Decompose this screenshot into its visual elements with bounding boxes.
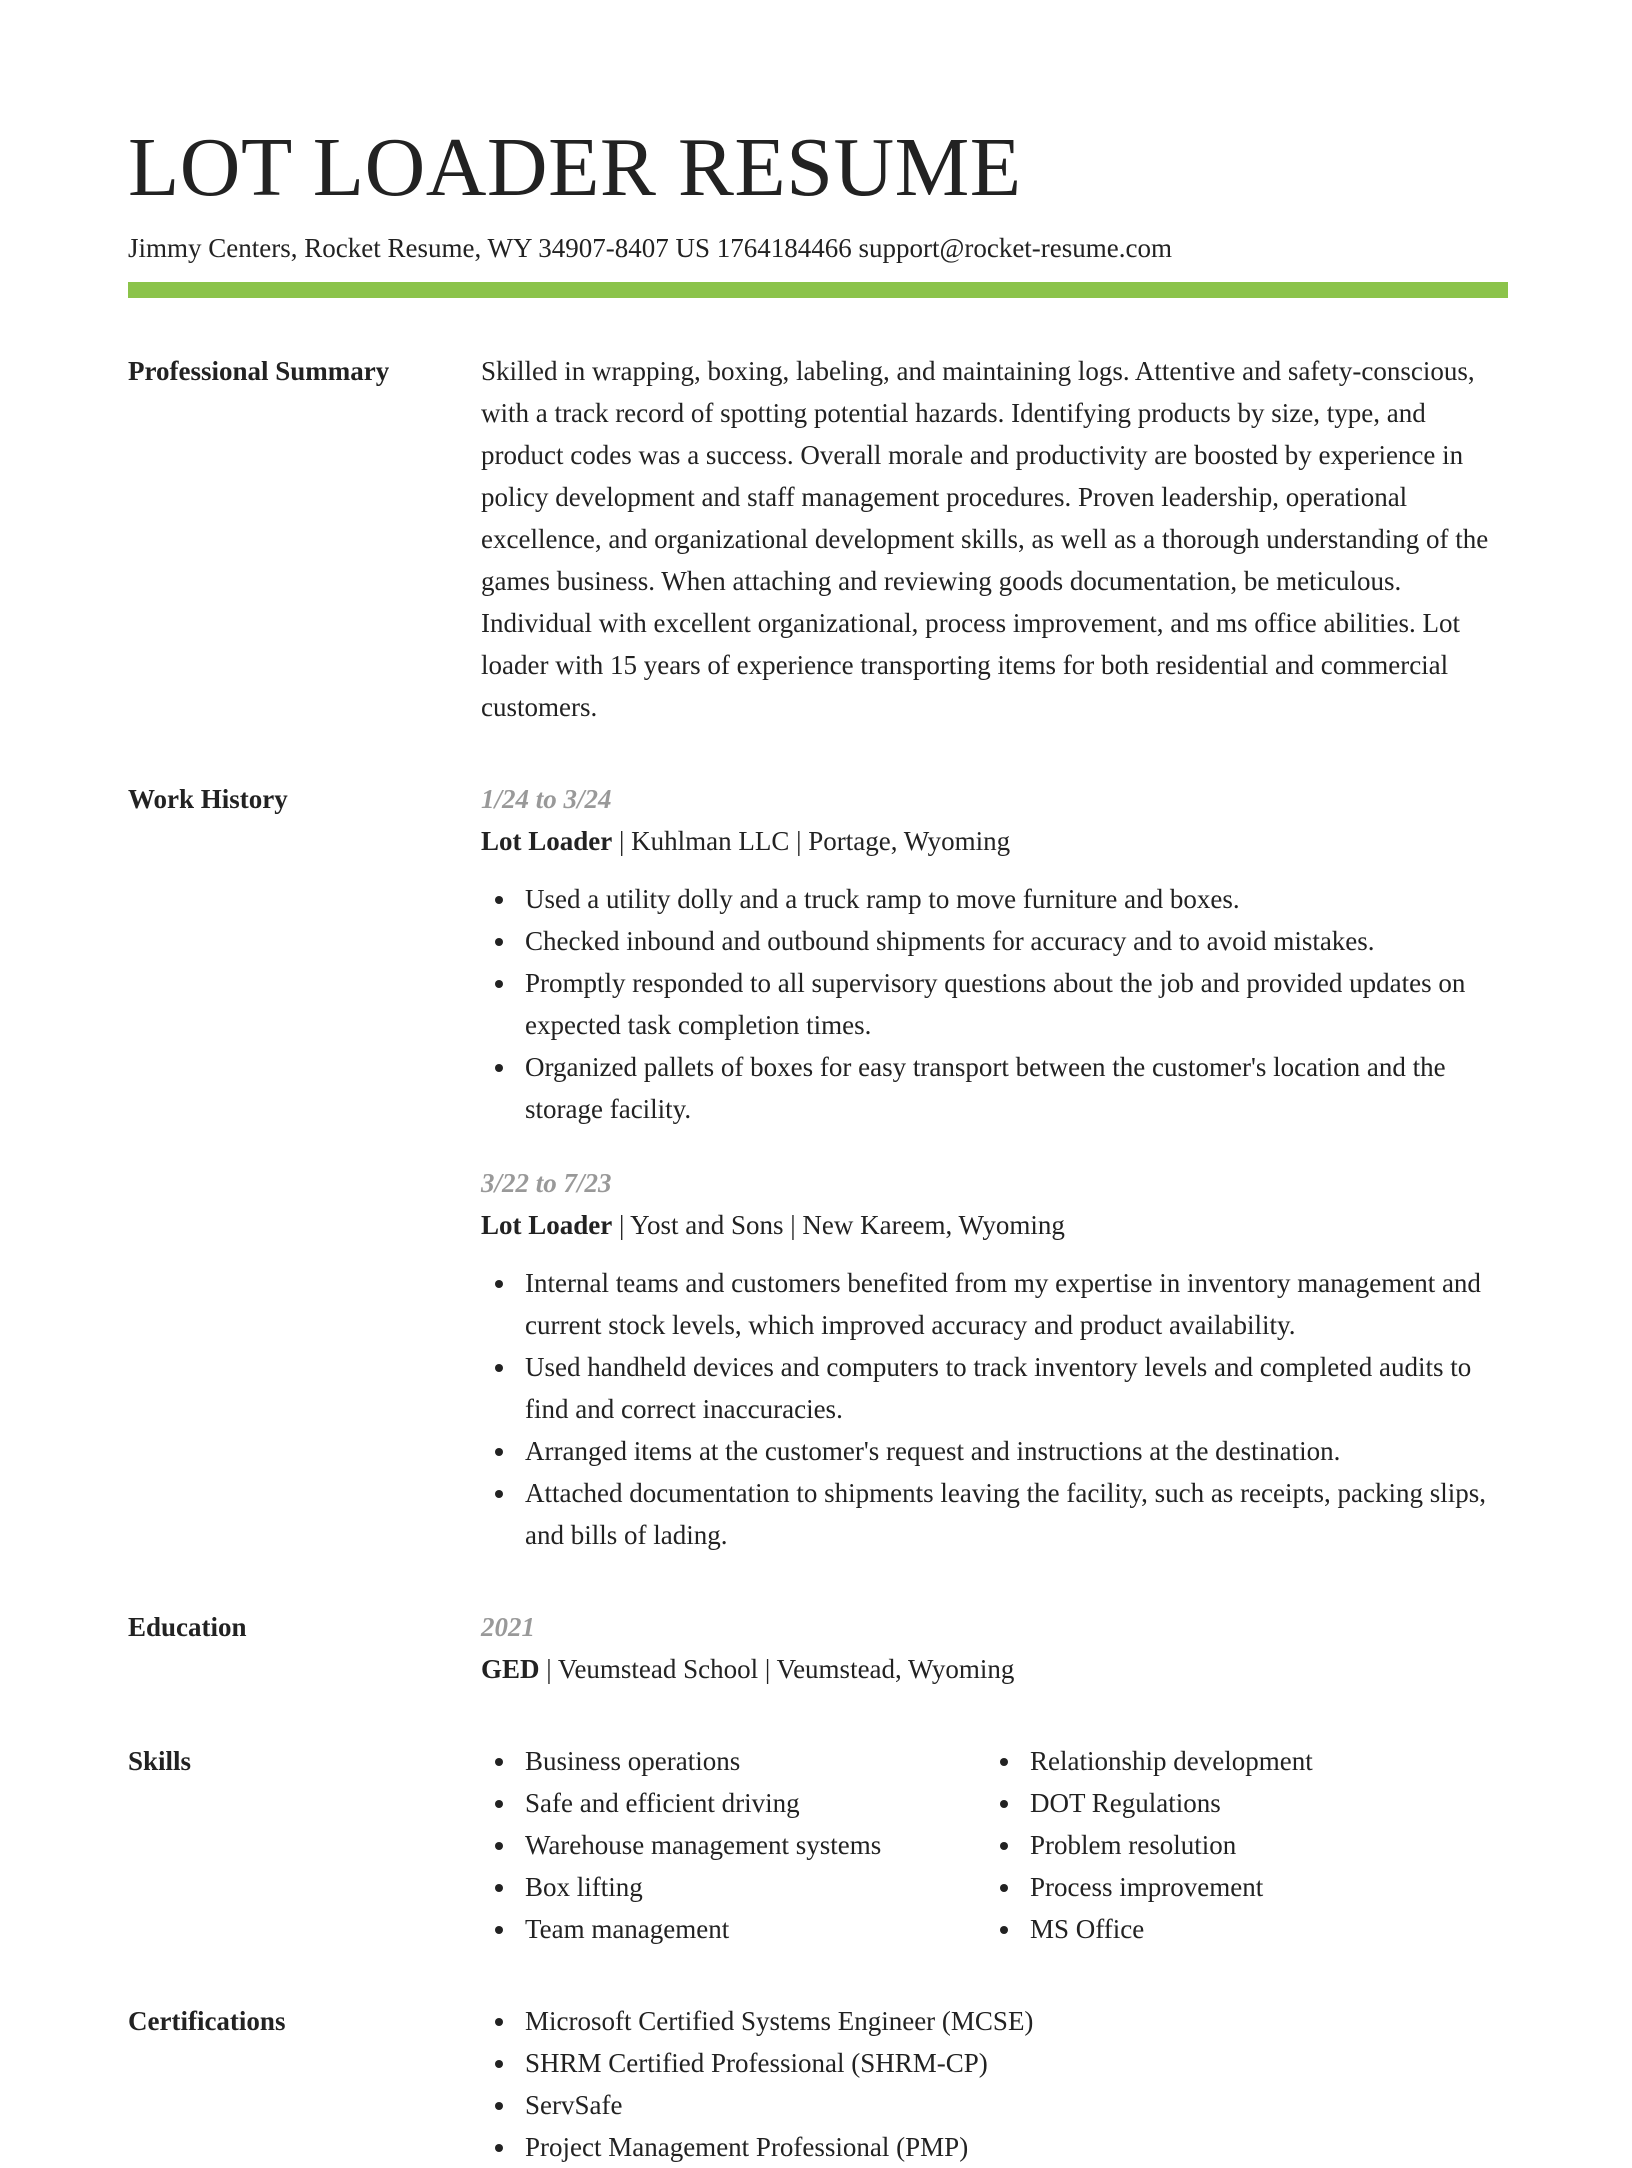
section-label-work: Work History xyxy=(128,784,288,814)
job-dates: 1/24 to 3/24 xyxy=(481,784,612,814)
job-role xyxy=(481,820,1508,862)
job-dates: 3/22 to 7/23 xyxy=(481,1168,612,1198)
job-details: | Kuhlman LLC | Portage, Wyoming xyxy=(612,826,1011,856)
certification-item: Microsoft Certified Systems Engineer (MCSE) xyxy=(481,2000,1508,2042)
skill-item: MS Office xyxy=(986,1908,1491,1950)
section-label-summary: Professional Summary xyxy=(128,356,390,386)
certifications-list xyxy=(481,2000,1508,2168)
skills-section xyxy=(128,1740,1508,1950)
section-label-skills: Skills xyxy=(128,1746,192,1776)
job-bullets xyxy=(481,1262,1508,1556)
job-role xyxy=(481,1204,1508,1246)
job-title: Lot Loader xyxy=(481,826,613,856)
education-year: 2021 xyxy=(481,1612,535,1642)
skill-item: Warehouse management systems xyxy=(481,1824,986,1866)
certification-item: ServSafe xyxy=(481,2084,1508,2126)
resume-title: LOT LOADER RESUME xyxy=(128,121,1022,214)
list-item: Promptly responded to all supervisory questions about the job and provided updates on expected task completion times. xyxy=(481,962,1508,1046)
list-item: Arranged items at the customer's request and instructions at the destination. xyxy=(481,1430,1508,1472)
skill-item: Problem resolution xyxy=(986,1824,1491,1866)
skill-item: Team management xyxy=(481,1908,986,1950)
certification-item: Project Management Professional (PMP) xyxy=(481,2126,1508,2168)
summary-text: Skilled in wrapping, boxing, labeling, and maintaining logs. Attentive and safety-conscious, with a track record of spotting potential hazards. Identifying products by size, type, and product codes was a success. Overall morale and productivity are boosted by experience in policy development and staff management procedures. Proven leadership, operational excellence, and organizational development skills, as well as a thorough understanding of the games business. When attaching and reviewing goods documentation, be meticulous. Individual with excellent organizational, process improvement, and ms office abilities. Lot loader with 15 years of experience transporting items for both residential and commercial customers. xyxy=(481,356,1489,722)
list-item: Organized pallets of boxes for easy transport between the customer's location and the storage facility. xyxy=(481,1046,1508,1130)
resume-page xyxy=(128,118,1508,2168)
list-item: Checked inbound and outbound shipments for accuracy and to avoid mistakes. xyxy=(481,920,1508,962)
section-label-certifications: Certifications xyxy=(128,2006,286,2036)
contact-email: support@rocket-resume.com xyxy=(858,233,1173,263)
certifications-section xyxy=(128,2000,1508,2168)
contact-phone: 1764184466 xyxy=(716,233,852,263)
contact-line xyxy=(128,230,1508,266)
job-bullets xyxy=(481,878,1508,1130)
list-item: Internal teams and customers benefited from my expertise in inventory management and current stock levels, which improved accuracy and product availability. xyxy=(481,1262,1508,1346)
skill-item: Box lifting xyxy=(481,1866,986,1908)
skills-list-right xyxy=(986,1740,1491,1950)
skill-item: Relationship development xyxy=(986,1740,1491,1782)
job-entry xyxy=(481,1162,1508,1556)
skill-item: Safe and efficient driving xyxy=(481,1782,986,1824)
job-details: | Yost and Sons | New Kareem, Wyoming xyxy=(612,1210,1065,1240)
contact-company: Rocket Resume, xyxy=(304,233,482,263)
list-item: Attached documentation to shipments leaving the facility, such as receipts, packing slips, and bills of lading. xyxy=(481,1472,1508,1556)
list-item: Used a utility dolly and a truck ramp to move furniture and boxes. xyxy=(481,878,1508,920)
section-label-education: Education xyxy=(128,1612,247,1642)
work-history-section xyxy=(128,778,1508,1556)
job-title: Lot Loader xyxy=(481,1210,613,1240)
skill-item: Process improvement xyxy=(986,1866,1491,1908)
skill-item: DOT Regulations xyxy=(986,1782,1491,1824)
contact-location: WY 34907-8407 US xyxy=(487,233,710,263)
skill-item: Business operations xyxy=(481,1740,986,1782)
education-section xyxy=(128,1606,1508,1690)
certification-item: SHRM Certified Professional (SHRM-CP) xyxy=(481,2042,1508,2084)
job-entry xyxy=(481,778,1508,1130)
contact-person: Jimmy Centers, xyxy=(128,233,298,263)
summary-section xyxy=(128,350,1508,728)
accent-divider xyxy=(128,282,1508,298)
skills-list-left xyxy=(481,1740,986,1950)
list-item: Used handheld devices and computers to track inventory levels and completed audits to find and correct inaccuracies. xyxy=(481,1346,1508,1430)
education-degree: GED xyxy=(481,1654,540,1684)
education-details: | Veumstead School | Veumstead, Wyoming xyxy=(539,1654,1015,1684)
education-entry xyxy=(481,1648,1508,1690)
